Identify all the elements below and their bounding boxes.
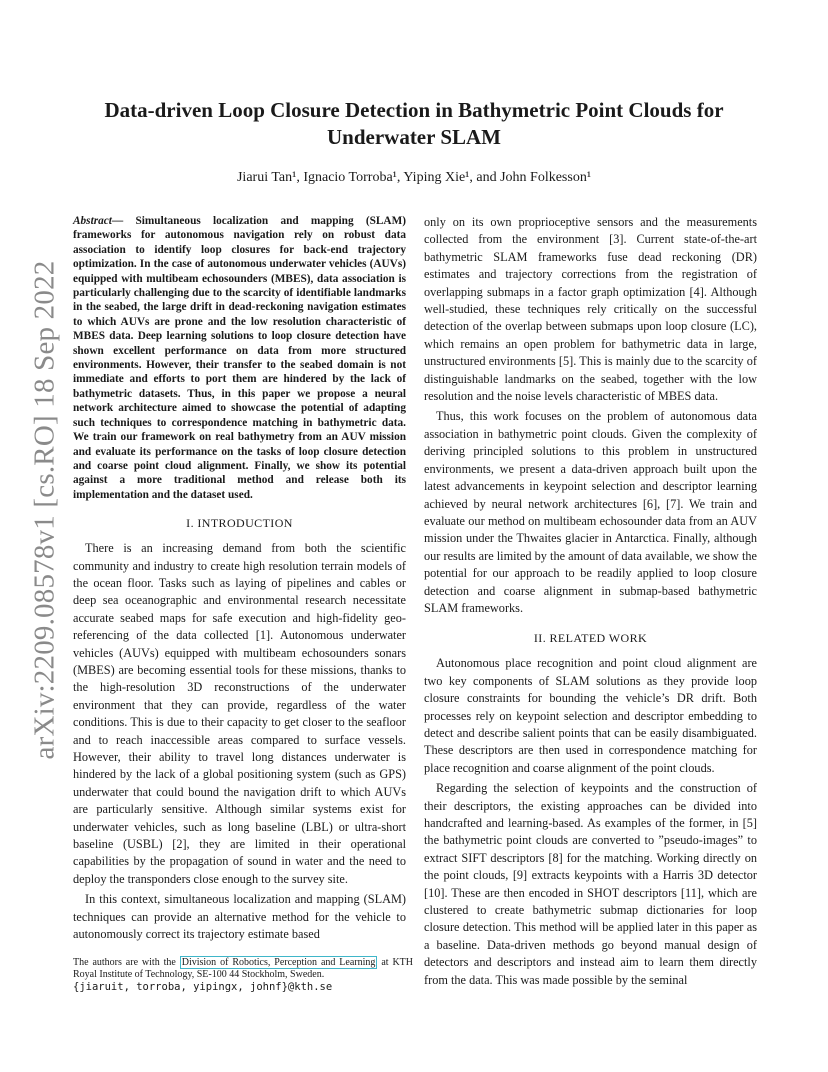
paragraph: There is an increasing demand from both the scientific community and industry to create high resolution terrain models of the ocean floor. Tasks such as laying of pipelines and cables or deep sea oceanographic and environmental research necessitate accurate seabed maps for safe execution and high-fidelity geo-referencing of the data collected [1]. Autonomous underwater vehicles (AUVs) equipped with multibeam echosounders sonars (MBES) are becoming essential tools for these missions, thanks to the high-resolution 3D reconstructions of the underwater environment that they can provide, regardless of the water conditions. This is due to their capacity to get closer to the seafloor and to reach inaccessible areas compared to surface vessels. However, their ability to travel long distances underwater is hindered by the lack of a global positioning system (such as GPS) underwater that could bound the navigation drift to which AUVs are particularly sensitive. Although similar systems exist for underwater vehicles, such as long baseline (LBL) or ultra-short baseline (USBL) [2], they are limited in their operational capabilities by the propagation of sound in water and the need to deploy the transponders close enough to the survey site. — [73, 541, 406, 886]
paragraph: only on its own proprioceptive sensors and the measurements collected from the environment [3]. Current state-of-the-art bathymetric SLAM frameworks fuse dead reckoning (DR) estimates and trajectory corrections from the registration of overlapping submaps in a factor graph optimization [4]. Although well-studied, these techniques rely critically on the successful detection of the overlap between submaps upon loop closure (LC), which remains an open problem for bathymetric data in large, unstructured environments [5]. This is mainly due to the scarcity of distinguishable landmarks on the seabed, together with the low resolution and the noise levels characteristic of MBES data. — [424, 215, 757, 404]
paragraph: Autonomous place recognition and point cloud alignment are two key components of SLAM solutions as they provide loop closure constraints for bounding the vehicle’s DR drift. Both processes rely on keypoint selection and descriptor embedding to detect and describe salient points that can be easily disambiguated. These descriptors are then used in correspondence matching for place recognition and coarse alignment of the point clouds. — [424, 656, 757, 775]
left-column — [73, 214, 406, 943]
paragraph: Thus, this work focuses on the problem of autonomous data association in bathymetric point clouds. Given the complexity of deriving principled solutions to this problem in unstructured environments, we present a data-driven approach built upon the latest advancements in keypoint selection and descriptor learning achieved by neural network architectures [6], [7]. We train and evaluate our method on multibeam echosounder data from an AUV mission under the Thwaites glacier in Antarctica. Finally, although our results are limited by the amount of data available, we show the potential for our approach to be readily applied to loop closure detection and coarse alignment in submap-based bathymetric SLAM frameworks. — [424, 409, 757, 615]
footnote-suffix: at KTH Royal Institute of Technology, SE-100 44 Stockholm, Sweden. — [73, 957, 413, 980]
abstract — [73, 214, 406, 502]
right-column — [424, 214, 757, 989]
paragraph: Regarding the selection of keypoints and the construction of their descriptors, the existing approaches can be divided into handcrafted and learning-based. As examples of the former, in [5] the bathymetric point clouds are converted to ”pseudo-images” to extract SIFT descriptors [8] for the matching. Working directly on the point clouds, [9] extracts keypoints with a Harris 3D detector [10]. These are then encoded in SHOT descriptors [11], which are clustered to create bathymetric submap dictionaries for loop closure detection. This method will be applied later in this paper as a baseline. Data-driven methods go beyond manual design of detectors and descriptors and instead aim to learn them directly from the data. This was made possible by the seminal — [424, 781, 757, 987]
author-list: Jiarui Tan¹, Ignacio Torroba¹, Yiping Xie¹, and John Folkesson¹ — [236, 170, 592, 185]
arxiv-sidebar-stamp — [20, 260, 70, 760]
affiliation-link[interactable]: Division of Robotics, Perception and Learning — [181, 957, 376, 968]
arxiv-identifier: arXiv:2209.08578v1 [cs.RO] 18 Sep 2022 — [28, 260, 61, 760]
paper-title: Data-driven Loop Closure Detection in Bathymetric Point Clouds for Underwater SLAM — [104, 98, 724, 149]
author-affiliation-footnote — [73, 957, 413, 994]
paragraph: In this context, simultaneous localization and mapping (SLAM) techniques can provide an alternative method for the vehicle to autonomously correct its trajectory estimate based — [73, 892, 406, 942]
abstract-label: Abstract — [73, 215, 112, 227]
abstract-text: — Simultaneous localization and mapping (SLAM) frameworks for autonomous navigation rely on robust data association to identify loop closures for back-end trajectory optimization. In the case of autonomous underwater vehicles (AUVs) equipped with multibeam echosounders (MBES), data association is particularly challenging due to the scarcity of identifiable landmarks in the seabed, the large drift in dead-reckoning navigation estimates to which AUVs are prone and the low resolution characteristic of MBES data. Deep learning solutions to loop closure detection have shown excellent performance on data from more structured environments. However, their transfer to the seabed domain is not immediate and efforts to port them are hindered by the lack of bathymetric datasets. Thus, in this paper we propose a neural network architecture aimed to showcase the potential of adapting such techniques to correspondence matching in bathymetric data. We train our framework on real bathymetry from an AUV mission and evaluate its performance on the tasks of loop closure detection and coarse point cloud alignment. Finally, we show its potential against a more traditional method and release both its implementation and the dataset used. — [73, 215, 406, 501]
author-emails: {jiaruit, torroba, yipingx, johnf}@kth.se — [73, 981, 333, 993]
section-heading-introduction: I. INTRODUCTION — [186, 516, 293, 531]
section-heading-related-work: II. RELATED WORK — [533, 631, 648, 646]
footnote-prefix: The authors are with the — [73, 957, 180, 968]
